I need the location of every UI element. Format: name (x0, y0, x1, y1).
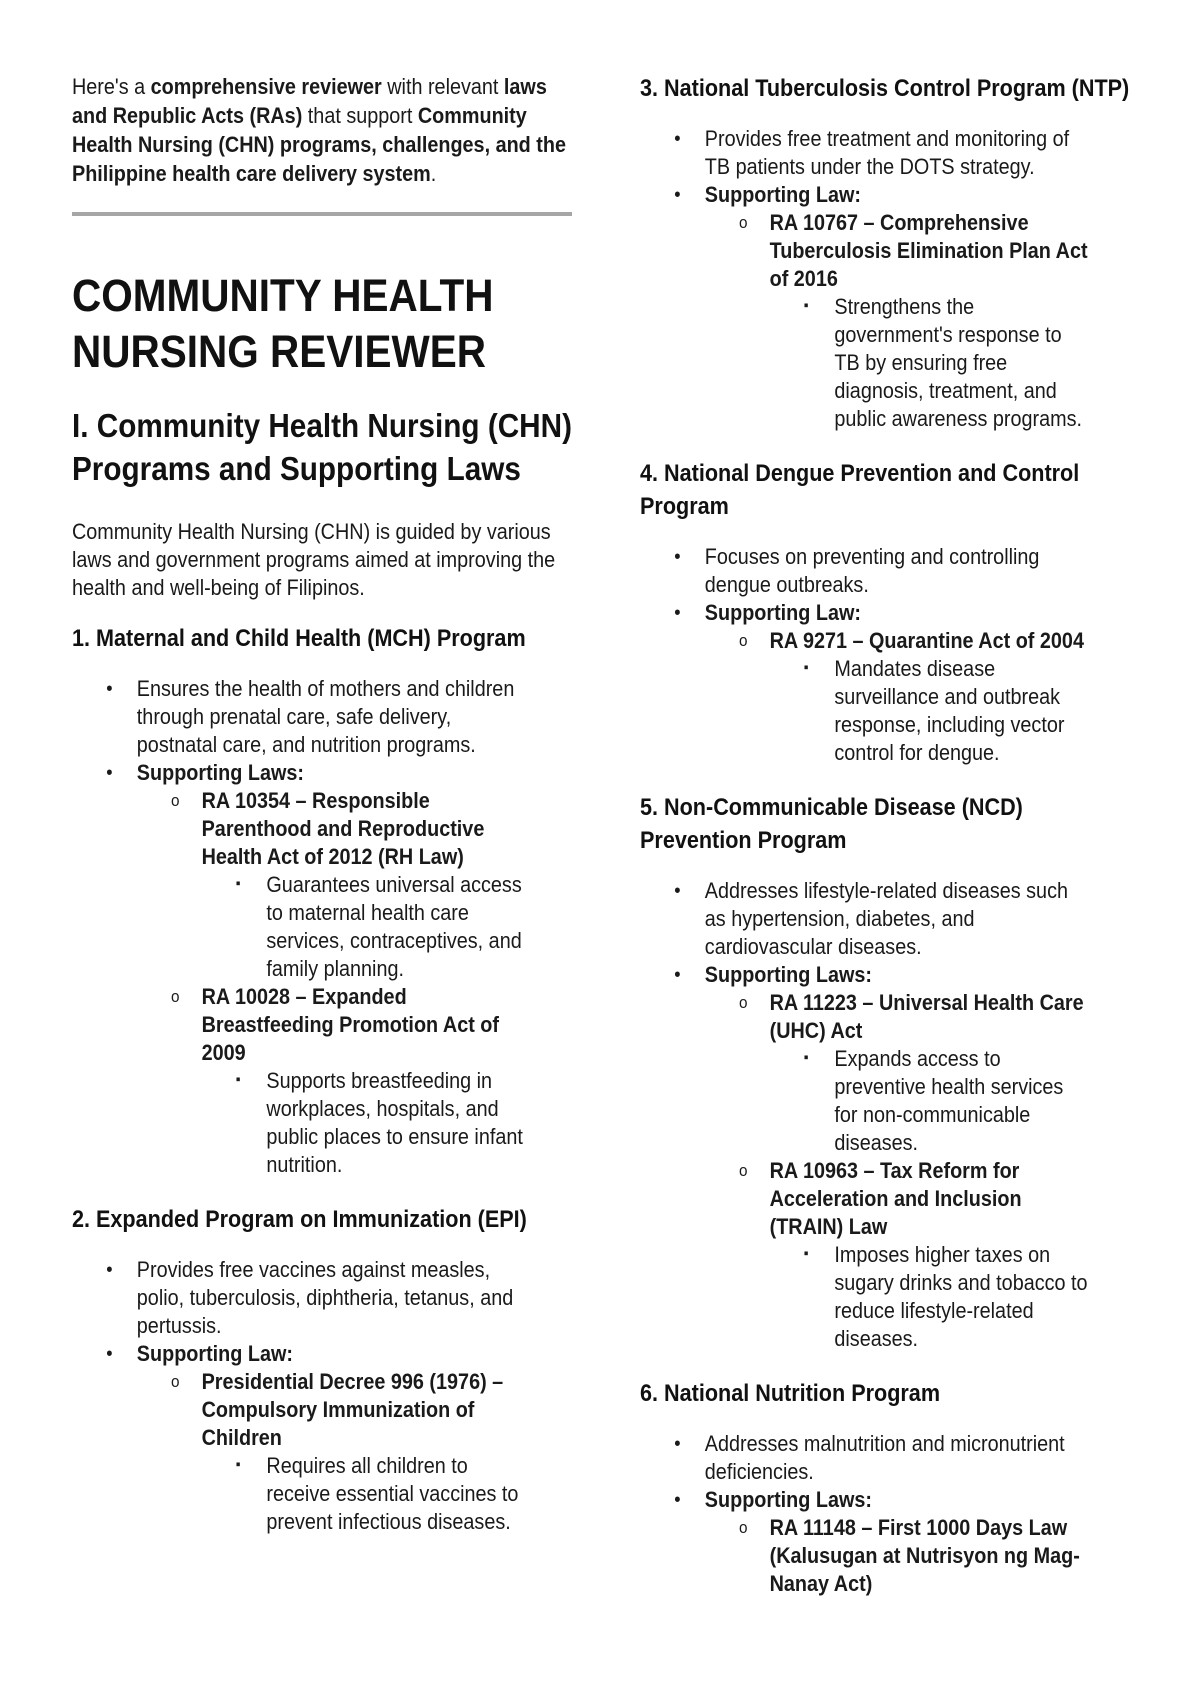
left-column (72, 0, 580, 1536)
program-description (640, 1430, 1090, 1486)
law-detail (770, 655, 1090, 767)
law-detail (202, 1452, 530, 1536)
supporting-label: Supporting Laws: (136, 760, 304, 785)
program-title: 6. National Nutrition Program (640, 1380, 941, 1407)
law-detail (770, 1045, 1090, 1157)
law-name: RA 10028 – Expanded Breastfeeding Promotion Act of 2009 (201, 984, 499, 1065)
law-item (705, 1157, 1090, 1353)
law-item (705, 989, 1090, 1157)
intro-text: . (430, 161, 437, 186)
bullet-dot: • (106, 678, 113, 700)
supporting-label: Supporting Law: (704, 182, 861, 207)
intro-bold: laws and Republic Acts (RAs) (72, 74, 547, 128)
left-column-content (72, 72, 566, 188)
law-name: RA 10354 – Responsible Parenthood and Reproductive Health Act of 2012 (RH Law) (201, 788, 485, 869)
law-detail (202, 871, 530, 983)
left-column-main (72, 268, 572, 1536)
supporting-label: Supporting Law: (704, 600, 861, 625)
law-detail-text: Requires all children to receive essential vaccines to prevent infectious diseases. (266, 1453, 519, 1534)
law-detail-text: Supports breastfeeding in workplaces, hospitals, and public places to ensure infant nutrition. (266, 1068, 523, 1177)
law-item (137, 1368, 529, 1536)
bullet-square: ▪ (235, 1456, 241, 1473)
program-title: 5. Non-Communicable Disease (NCD) Prevention Program (640, 794, 1023, 854)
program-description (72, 1256, 529, 1340)
bullet-dot: • (674, 880, 681, 902)
bullet-circle: o (739, 993, 748, 1012)
bullet-square: ▪ (803, 297, 809, 314)
description-text: Provides free treatment and monitoring of TB patients under the DOTS strategy. (704, 126, 1070, 179)
description-text: Focuses on preventing and controlling dengue outbreaks. (704, 544, 1040, 597)
law-item (705, 627, 1090, 767)
program-bullets (72, 675, 529, 1179)
bullet-dot: • (674, 1433, 681, 1455)
law-detail-text: Mandates disease surveillance and outbreak response, including vector control for dengue. (834, 656, 1065, 765)
bullet-dot: • (674, 1489, 681, 1511)
law-name: RA 11148 – First 1000 Days Law (Kalusugan at Nutrisyon ng Mag-Nanay Act) (769, 1515, 1080, 1596)
supporting-laws (72, 759, 529, 1179)
supporting-laws (640, 181, 1090, 433)
supporting-label: Supporting Law: (136, 1341, 293, 1366)
supporting-label: Supporting Laws: (704, 962, 872, 987)
supporting-laws (640, 1486, 1090, 1598)
law-item (137, 983, 529, 1179)
bullet-square: ▪ (803, 659, 809, 676)
program-title: 3. National Tuberculosis Control Program (NTP) (640, 75, 1130, 102)
intro-paragraph (72, 72, 572, 188)
bullet-dot: • (674, 128, 681, 150)
bullet-circle: o (739, 1518, 748, 1537)
law-detail-text: Expands access to preventive health services for non-communicable diseases. (834, 1046, 1064, 1155)
program-bullets (640, 125, 1090, 433)
bullet-dot: • (674, 546, 681, 568)
law-name: RA 11223 – Universal Health Care (UHC) Act (769, 990, 1084, 1043)
supporting-laws (640, 599, 1090, 767)
law-item (705, 1514, 1090, 1598)
bullet-dot: • (106, 762, 113, 784)
intro-text: with relevant (381, 74, 504, 99)
supporting-laws (640, 961, 1090, 1353)
description-text: Addresses lifestyle-related diseases such as hypertension, diabetes, and cardiovascular diseases. (704, 878, 1068, 959)
law-detail-text: Imposes higher taxes on sugary drinks and tobacco to reduce lifestyle-related diseases. (834, 1242, 1088, 1351)
law-name: RA 10963 – Tax Reform for Acceleration and Inclusion (TRAIN) Law (769, 1158, 1022, 1239)
law-name: RA 10767 – Comprehensive Tuberculosis Elimination Plan Act of 2016 (769, 210, 1088, 291)
right-column-content (640, 72, 1130, 1598)
intro-bold: comprehensive reviewer (150, 74, 382, 99)
bullet-dot: • (674, 184, 681, 206)
supporting-laws (72, 1340, 529, 1536)
bullet-circle: o (171, 1372, 180, 1391)
program-description (640, 125, 1090, 181)
horizontal-rule (72, 212, 572, 216)
program-title: 1. Maternal and Child Health (MCH) Program (72, 625, 526, 652)
bullet-circle: o (739, 631, 748, 650)
program-description (72, 675, 529, 759)
bullet-dot: • (674, 602, 681, 624)
description-text: Addresses malnutrition and micronutrient deficiencies. (704, 1431, 1065, 1484)
description-text: Provides free vaccines against measles, polio, tuberculosis, diphtheria, tetanus, and pertussis. (136, 1257, 514, 1338)
law-detail-text: Strengthens the government's response to TB by ensuring free diagnosis, treatment, and public awareness programs. (834, 294, 1083, 431)
bullet-square: ▪ (803, 1049, 809, 1066)
section-intro: Community Health Nursing (CHN) is guided by various laws and government programs aimed at improving the health and well-being of Filipinos. (72, 519, 556, 600)
intro-text: that support (302, 103, 418, 128)
program-description (640, 877, 1090, 961)
supporting-label: Supporting Laws: (704, 1487, 872, 1512)
law-detail (202, 1067, 530, 1179)
law-name: Presidential Decree 996 (1976) – Compulsory Immunization of Children (201, 1369, 504, 1450)
program-bullets (640, 877, 1090, 1353)
bullet-square: ▪ (235, 1071, 241, 1088)
bullet-circle: o (171, 791, 180, 810)
bullet-circle: o (739, 213, 748, 232)
intro-text: Here's a (72, 74, 151, 99)
bullet-dot: • (106, 1259, 113, 1281)
document-title: COMMUNITY HEALTH NURSING REVIEWER (72, 270, 494, 377)
program-description (640, 543, 1090, 599)
bullet-dot: • (106, 1343, 113, 1365)
law-item (705, 209, 1090, 433)
bullet-square: ▪ (803, 1245, 809, 1262)
program-title: 2. Expanded Program on Immunization (EPI) (72, 1206, 527, 1233)
bullet-square: ▪ (235, 875, 241, 892)
law-item (137, 787, 529, 983)
law-detail (770, 293, 1090, 433)
program-bullets (640, 543, 1090, 767)
right-column (640, 0, 1140, 1598)
section-heading: I. Community Health Nursing (CHN) Programs and Supporting Laws (72, 407, 572, 487)
program-title: 4. National Dengue Prevention and Control Program (640, 460, 1080, 520)
intro-bold: Community Health Nursing (CHN) programs, challenges, and the Philippine health care delivery system (72, 103, 566, 186)
law-detail (770, 1241, 1090, 1353)
law-name: RA 9271 – Quarantine Act of 2004 (769, 628, 1084, 653)
program-bullets (72, 1256, 529, 1536)
description-text: Ensures the health of mothers and children through prenatal care, safe delivery, postnatal care, and nutrition programs. (136, 676, 515, 757)
bullet-circle: o (739, 1161, 748, 1180)
bullet-dot: • (674, 964, 681, 986)
program-bullets (640, 1430, 1090, 1598)
bullet-circle: o (171, 987, 180, 1006)
law-detail-text: Guarantees universal access to maternal health care services, contraceptives, and family planning. (266, 872, 522, 981)
